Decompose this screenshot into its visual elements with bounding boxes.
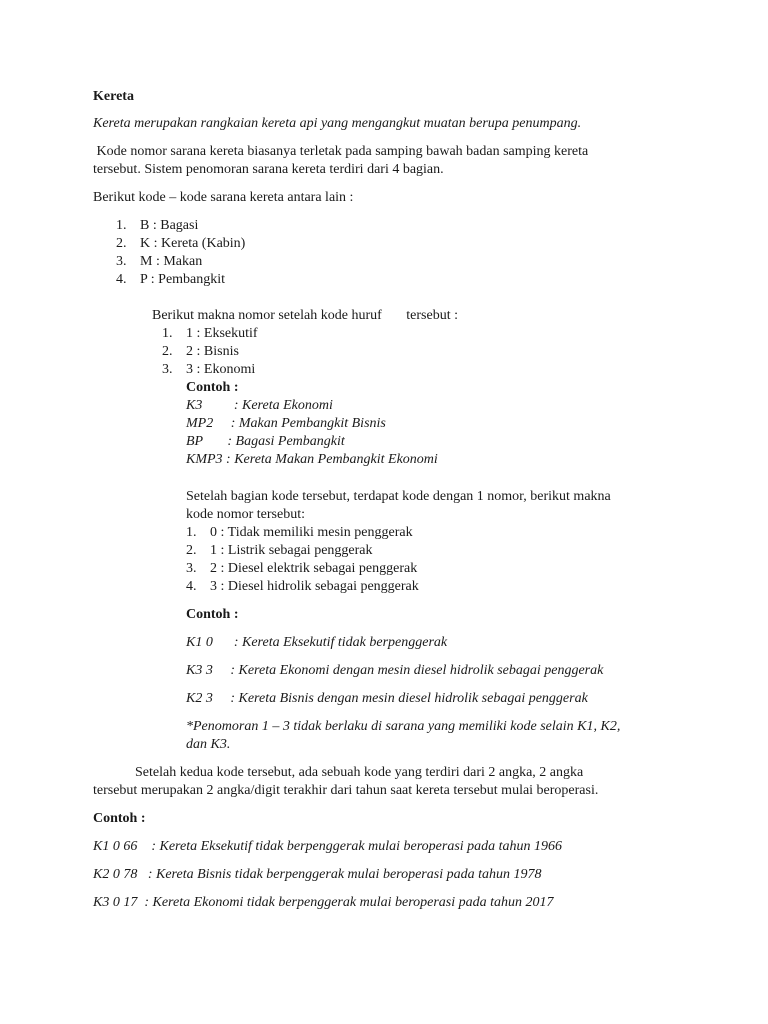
paragraph-line: Kode nomor sarana kereta biasanya terletak pada samping bawah badan samping kereta (93, 144, 589, 159)
list-item: 2 : Diesel elektrik sebagai penggerak (210, 561, 418, 576)
list-item: K : Kereta (Kabin) (140, 236, 246, 251)
example-item: K2 3 : Kereta Bisnis dengan mesin diesel hidrolik sebagai penggerak (186, 691, 588, 706)
paragraph-line: tersebut merupakan 2 angka/digit terakhir dari tahun saat kereta tersebut mulai beroperasi. (93, 783, 599, 798)
list-number: 4. (186, 579, 197, 594)
example-label: Contoh : (186, 607, 239, 622)
example-item: K2 0 78 : Kereta Bisnis tidak berpenggerak mulai beroperasi pada tahun 1978 (93, 867, 542, 882)
example-item: MP2 : Makan Pembangkit Bisnis (186, 416, 386, 431)
example-item: BP : Bagasi Pembangkit (186, 434, 345, 449)
example-label: Contoh : (93, 811, 146, 826)
note-line: *Penomoran 1 – 3 tidak berlaku di sarana yang memiliki kode selain K1, K2, (186, 719, 621, 734)
list-item: 3 : Ekonomi (186, 362, 256, 377)
list-number: 1. (116, 218, 127, 233)
list-number: 3. (186, 561, 197, 576)
paragraph-line: Setelah kedua kode tersebut, ada sebuah kode yang terdiri dari 2 angka, 2 angka (93, 765, 584, 780)
list-item: B : Bagasi (140, 218, 199, 233)
list-item: 3 : Diesel hidrolik sebagai penggerak (210, 579, 419, 594)
list-number: 1. (186, 525, 197, 540)
document-title: Kereta (93, 89, 134, 104)
note-line: dan K3. (186, 737, 231, 752)
example-item: KMP3 : Kereta Makan Pembangkit Ekonomi (186, 452, 438, 467)
example-item: K3 3 : Kereta Ekonomi dengan mesin diesel hidrolik sebagai penggerak (186, 663, 604, 678)
intro-text: Kereta merupakan rangkaian kereta api yang mengangkut muatan berupa penumpang. (93, 116, 582, 131)
example-item: K3 : Kereta Ekonomi (186, 398, 333, 413)
codes-intro: Berikut kode – kode sarana kereta antara lain : (93, 190, 354, 205)
list-number: 2. (116, 236, 127, 251)
example-item: K1 0 : Kereta Eksekutif tidak berpenggerak (186, 635, 448, 650)
list-item: M : Makan (140, 254, 203, 269)
paragraph-line: tersebut. Sistem penomoran sarana kereta terdiri dari 4 bagian. (93, 162, 444, 177)
list-number: 4. (116, 272, 127, 287)
meaning-intro: Berikut makna nomor setelah kode huruf tersebut : (152, 308, 458, 323)
example-item: K1 0 66 : Kereta Eksekutif tidak berpenggerak mulai beroperasi pada tahun 1966 (93, 839, 563, 854)
list-number: 1. (162, 326, 173, 341)
list-item: 2 : Bisnis (186, 344, 239, 359)
paragraph-line: Setelah bagian kode tersebut, terdapat kode dengan 1 nomor, berikut makna (186, 489, 611, 504)
paragraph-line: kode nomor tersebut: (186, 507, 305, 522)
example-item: K3 0 17 : Kereta Ekonomi tidak berpenggerak mulai beroperasi pada tahun 2017 (93, 895, 554, 910)
example-label: Contoh : (186, 380, 239, 395)
list-item: 1 : Listrik sebagai penggerak (210, 543, 373, 558)
list-number: 2. (162, 344, 173, 359)
list-item: 1 : Eksekutif (186, 326, 258, 341)
list-number: 2. (186, 543, 197, 558)
list-item: 0 : Tidak memiliki mesin penggerak (210, 525, 413, 540)
list-number: 3. (162, 362, 173, 377)
list-item: P : Pembangkit (140, 272, 226, 287)
list-number: 3. (116, 254, 127, 269)
